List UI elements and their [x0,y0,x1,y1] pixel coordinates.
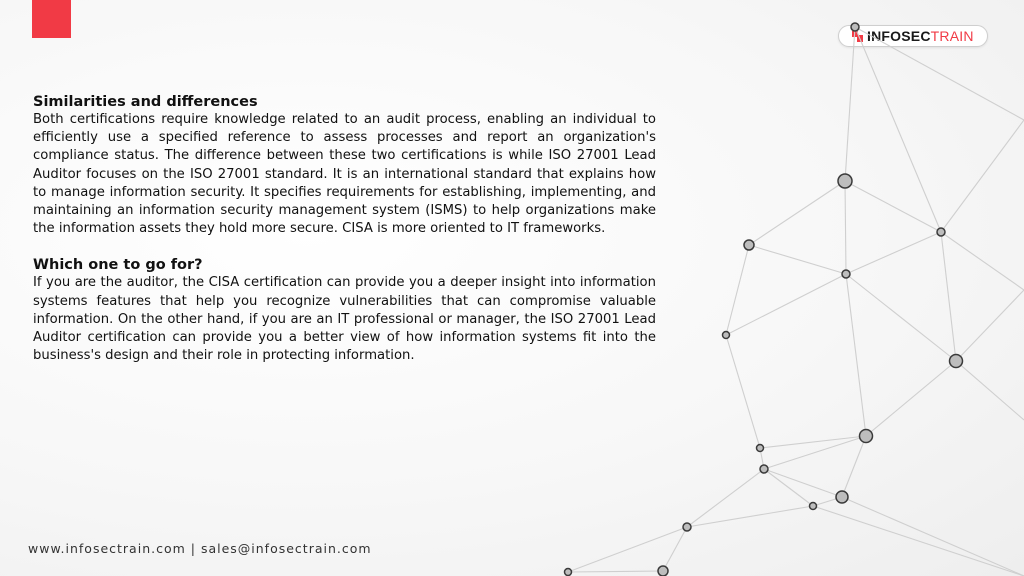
network-node [851,23,859,31]
network-node [757,445,764,452]
network-link [855,27,941,232]
network-node [838,174,852,188]
network-link [687,506,813,527]
network-link [941,232,1024,290]
network-node [937,228,945,236]
network-link [846,274,866,436]
network-node [860,430,873,443]
network-link [941,120,1024,232]
network-link [687,469,764,527]
network-link [749,245,846,274]
network-link [760,436,866,448]
network-node [744,240,754,250]
network-link [568,527,687,572]
network-node [723,332,730,339]
network-link [726,335,760,448]
network-link [845,27,855,181]
network-link [663,527,687,571]
network-link [855,27,1024,120]
footer-contact: www.infosectrain.com | sales@infosectrain.com [28,541,372,556]
network-link [764,469,813,506]
network-link [941,232,956,361]
section-body-which-one: If you are the auditor, the CISA certification can provide you a deeper insight into information systems features that help you recognize vulnerabilities that can compromise valuable information. On the other hand, if you are an IT professional or manager, the ISO 27001 Lead Auditor certification can provide you a better view of how information systems fit into the business's design and their role in protecting information. [33,275,656,364]
network-link [845,181,941,232]
network-node [760,465,768,473]
network-link [956,361,1024,420]
section-heading-which-one: Which one to go for? [33,257,203,274]
network-link [866,361,956,436]
network-node [658,566,668,576]
network-node [842,270,850,278]
network-link [764,436,866,469]
network-link [842,497,1024,576]
section-body-similarities: Both certifications require knowledge related to an audit process, enabling an individual to efficiently use a specified reference to assess processes and report an organization's compliance status. The difference between these two certifications is while ISO 27001 Lead Auditor focuses on the ISO 27001 standard. It is an international standard that explains how to manage information security. It specifies requirements for establishing, implementing, and maintaining an information security management system (ISMS) to help organizations make the information assets they hold more secure. CISA is more oriented to IT frameworks. [33,112,656,237]
network-link [568,571,663,572]
network-link [749,181,845,245]
network-link [726,274,846,335]
network-link [764,469,842,497]
network-node [810,503,817,510]
network-link [846,274,956,361]
network-link [726,245,749,335]
network-link [845,181,846,274]
network-link [813,506,1024,576]
network-link [956,290,1024,361]
network-link [842,436,866,497]
main-content [33,93,656,365]
network-node [565,569,572,576]
network-node [950,355,963,368]
network-node [683,523,691,531]
logo-wordmark: INFOSECTRAIN [867,28,974,44]
section-heading-similarities: Similarities and differences [33,94,258,110]
network-node [836,491,848,503]
network-link [846,232,941,274]
